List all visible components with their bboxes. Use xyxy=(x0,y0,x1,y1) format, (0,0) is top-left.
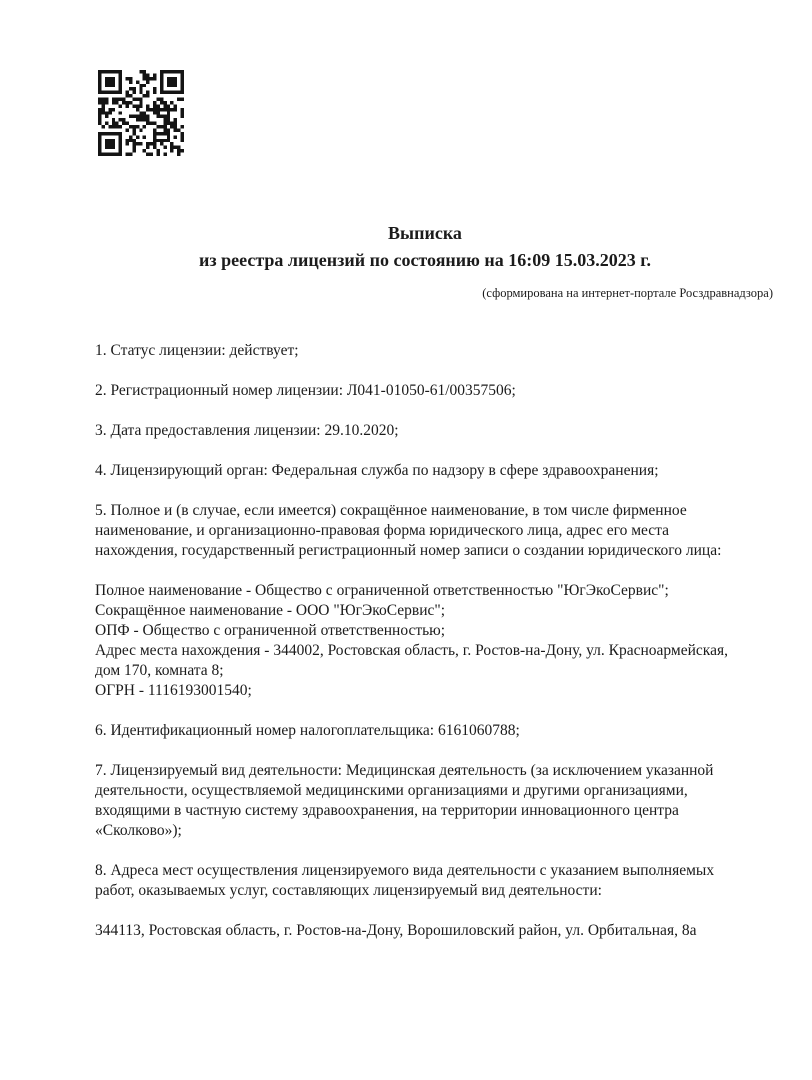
paragraph-licensing-authority: 4. Лицензирующий орган: Федеральная служба по надзору в сфере здравоохранения; xyxy=(95,462,659,479)
org-full-name-line: Полное наименование - Общество с ограниченной ответственностью "ЮгЭкоСервис"; xyxy=(95,582,669,599)
title-line-2: из реестра лицензий по состоянию на 16:09 15.03.2023 г. xyxy=(199,250,651,270)
paragraph-grant-date: 3. Дата предоставления лицензии: 29.10.2020; xyxy=(95,422,399,439)
document-title xyxy=(95,220,755,274)
subtitle-note: (сформирована на интернет-портале Росздравнадзора) xyxy=(482,286,773,300)
paragraph-license-status: 1. Статус лицензии: действует; xyxy=(95,342,299,359)
org-ogrn-line: ОГРН - 1116193001540; xyxy=(95,682,252,699)
activity-address-line: 344113, Ростовская область, г. Ростов-на-Дону, Ворошиловский район, ул. Орбитальная, 8а xyxy=(95,922,697,939)
title-line-1: Выписка xyxy=(388,223,462,243)
qr-code xyxy=(98,70,184,156)
paragraph-activity-addresses-heading: 8. Адреса мест осуществления лицензируемого вида деятельности с указанием выполняемых работ, оказываемых услуг, составляющих лицензируемый вид деятельности: xyxy=(95,862,715,899)
paragraph-activity-type: 7. Лицензируемый вид деятельности: Медицинская деятельность (за исключением указанной деятельности, осуществляемой медицинскими организациями и другими организациями, входящими в частную систему здравоохранения, на территории инновационного центра «Сколково»); xyxy=(95,762,714,839)
paragraph-inn: 6. Идентификационный номер налогоплательщика: 6161060788; xyxy=(95,722,520,739)
org-short-name-line: Сокращённое наименование - ООО "ЮгЭкоСервис"; xyxy=(95,602,446,619)
document-body xyxy=(95,341,751,941)
org-address-line: Адрес места нахождения - 344002, Ростовская область, г. Ростов-на-Дону, ул. Красноармейская, дом 170, комната 8; xyxy=(95,642,728,679)
org-legal-form-line: ОПФ - Общество с ограниченной ответственностью; xyxy=(95,622,446,639)
paragraph-org-info-heading: 5. Полное и (в случае, если имеется) сокращённое наименование, в том числе фирменное наименование, и организационно-правовая форма юридического лица, адрес его места нахождения, государственный регистрационный номер записи о создании юридического лица: xyxy=(95,502,722,559)
paragraph-registration-number: 2. Регистрационный номер лицензии: Л041-01050-61/00357506; xyxy=(95,382,516,399)
